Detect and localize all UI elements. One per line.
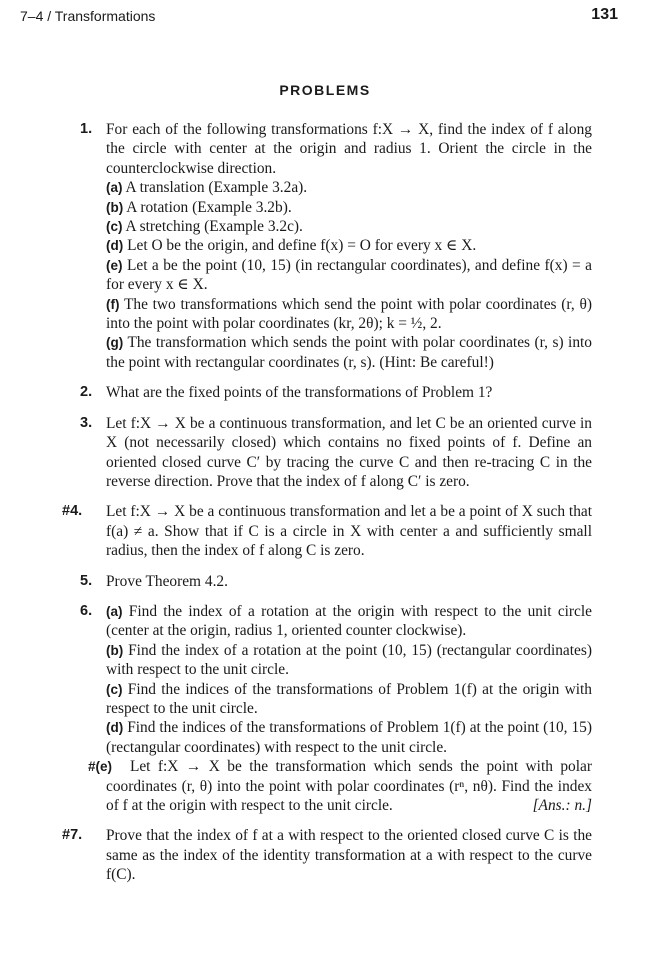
part-text: Find the indices of the transformations of Problem 1(f) at the point (10, 15) (rectangular coordinates) with respect to the unit circle. <box>106 719 592 756</box>
problem-1 <box>82 120 592 372</box>
part-text: Let f:X → X be the transformation which sends the point with polar coordinates (r, θ) into the point with polar coordinates (rⁿ, nθ). Find the index of f at the origin with respect to the unit circle. <box>106 758 592 814</box>
part-label: (d) <box>106 720 124 736</box>
problem-text: Let f:X → X be a continuous transformation, and let C be an oriented curve in X (not necessarily closed) which contains no fixed points of f. Define an oriented closed curve C′ by tracing the curve C and then re-tracing C in the reverse direction. Prove that the index of f along C′ is zero. <box>106 414 592 490</box>
problem-7 <box>62 826 592 884</box>
problem-number: 3. <box>80 414 93 431</box>
problem-part <box>106 602 592 641</box>
problem-number: 1. <box>80 121 93 137</box>
part-label: (e) <box>106 257 123 273</box>
part-text: Find the index of a rotation at the point (10, 15) (rectangular coordinates) with respect to the unit circle. <box>106 641 592 679</box>
problem-part <box>106 217 592 236</box>
part-text: A stretching (Example 3.2c). <box>125 218 303 236</box>
part-text: Let a be the point (10, 15) (in rectangular coordinates), and define f(x) = a for every x ∈ X. <box>106 256 592 294</box>
problems-list <box>62 120 592 896</box>
problem-part <box>106 680 592 719</box>
problem-part <box>106 641 592 680</box>
section-title: PROBLEMS <box>279 82 371 98</box>
problem-4 <box>62 502 592 560</box>
part-label: (b) <box>106 199 124 215</box>
problem-number: 2. <box>80 384 93 401</box>
problem-part <box>88 757 592 815</box>
part-label: (b) <box>106 642 124 658</box>
part-text: A translation (Example 3.2a). <box>125 179 308 197</box>
answer: [Ans.: n.] <box>532 797 592 814</box>
problem-text: Prove Theorem 4.2. <box>106 572 228 590</box>
problem-text: Let f:X → X be a continuous transformation and let a be a point of X such that f(a) ≠ a. Show that if C is a circle in X with center a and sufficiently small radius, then the index of f along C is zero. <box>106 503 592 560</box>
part-text: A rotation (Example 3.2b). <box>126 198 292 216</box>
problem-text: For each of the following transformations f:X → X, find the index of f along the circle with center at the origin and radius 1. Orient the circle in the counterclockwise direction. <box>106 121 592 177</box>
problem-number: 6. <box>80 602 93 619</box>
part-label: (a) <box>106 603 123 619</box>
part-label: (a) <box>106 180 123 196</box>
problem-number: #4. <box>62 503 83 520</box>
problem-part <box>106 256 592 295</box>
part-text: Find the index of a rotation at the origin with respect to the unit circle (center at the origin, radius 1, oriented counter clockwise). <box>106 602 592 640</box>
problem-part <box>106 178 592 197</box>
part-text: Find the indices of the transformations of Problem 1(f) at the origin with respect to the unit circle. <box>106 680 592 717</box>
part-label: #(e) <box>88 759 113 775</box>
problem-number: #7. <box>62 827 83 844</box>
problem-part <box>106 236 592 255</box>
part-label: (c) <box>106 219 123 235</box>
part-text: Let O be the origin, and define f(x) = O for every x ∈ X. <box>127 237 477 255</box>
problem-part <box>106 295 592 334</box>
problem-3 <box>82 414 592 492</box>
page-number: 131 <box>591 6 618 23</box>
problem-5 <box>82 572 592 591</box>
problem-number: 5. <box>80 572 93 589</box>
problem-2 <box>82 383 592 402</box>
problem-6 <box>82 602 592 815</box>
problem-part <box>106 198 592 217</box>
part-label: (c) <box>106 681 123 697</box>
part-label: (d) <box>106 238 124 254</box>
problem-text: Prove that the index of f at a with respect to the oriented closed curve C is the same as the index of the identity transformation at a with respect to the curve f(C). <box>106 827 592 884</box>
problem-part <box>106 333 592 372</box>
part-label: (g) <box>106 335 124 351</box>
problem-text: What are the fixed points of the transformations of Problem 1? <box>106 384 493 402</box>
part-label: (f) <box>106 296 120 312</box>
part-text: The transformation which sends the point with polar coordinates (r, s) into the point with rectangular coordinates (r, s). (Hint: Be careful!) <box>106 334 592 371</box>
running-header: 7–4 / Transformations <box>20 8 156 24</box>
part-text: The two transformations which send the point with polar coordinates (r, θ) into the point with polar coordinates (kr, 2θ); k = ½, 2. <box>106 295 592 333</box>
problem-part <box>106 718 592 757</box>
